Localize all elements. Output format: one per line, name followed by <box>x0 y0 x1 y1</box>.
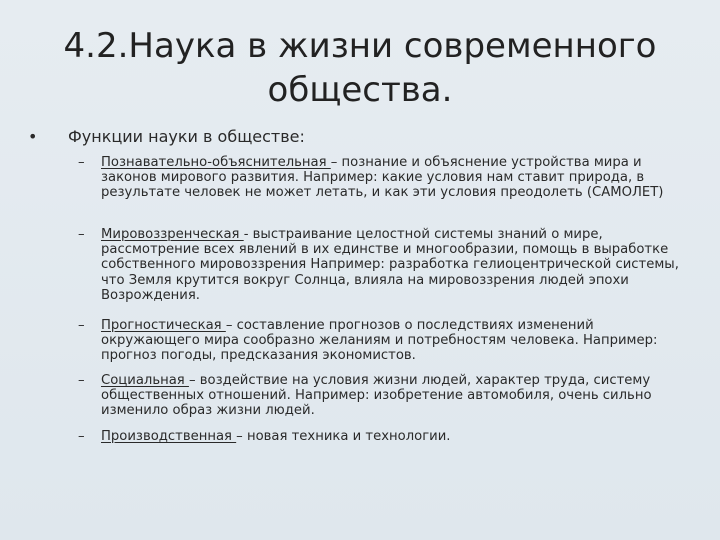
sub-bullet-body <box>101 227 689 303</box>
function-description: – новая техника и технологии. <box>236 429 451 444</box>
main-bullet-text: Функции науки в обществе: <box>68 127 305 146</box>
dash-marker: – <box>78 373 85 388</box>
dash-marker: – <box>78 155 85 170</box>
bullet-marker: • <box>28 127 38 146</box>
slide-title <box>60 24 660 112</box>
dash-marker: – <box>78 429 85 444</box>
sub-bullet-body <box>101 373 689 419</box>
function-term: Социальная <box>101 373 189 388</box>
sub-bullet-body <box>101 318 689 364</box>
function-term: Прогностическая <box>101 318 226 333</box>
function-description: – воздействие на условия жизни людей, характер труда, систему общественных отношений. Например: изобретение автомобиля, очень сильно изменило образ жизни людей. <box>101 373 652 419</box>
function-description: - выстраивание целостной системы знаний о мире, рассмотрение всех явлений в их единстве и многообразии, помощь в выработке собственного мировоззрения Например: разработка гелиоцентрической системы, что Земля крутится вокруг Солнца, влияла на мировоззрения людей эпохи Возрождения. <box>101 227 679 303</box>
function-term: Познавательно-объяснительная <box>101 155 331 170</box>
slide-title-line-1: 4.2.Наука в жизни современного <box>63 26 657 66</box>
function-description: – познание и объяснение устройства мира и законов мирового развития. Например: какие условия нам ставит природа, в результате человек не может летать, и как эти условия преодолеть (САМОЛЕТ) <box>101 155 664 201</box>
sub-bullet-body <box>101 429 689 444</box>
function-description: – составление прогнозов о последствиях изменений окружающего мира сообразно желаниям и потребностям человека. Например: прогноз погоды, предсказания экономистов. <box>101 318 658 364</box>
function-term: Производственная <box>101 429 237 444</box>
slide-title-line-2: общества. <box>267 70 453 110</box>
function-term: Мировоззренческая <box>101 227 244 242</box>
dash-marker: – <box>78 227 85 242</box>
sub-bullet-body <box>101 155 689 201</box>
dash-marker: – <box>78 318 85 333</box>
